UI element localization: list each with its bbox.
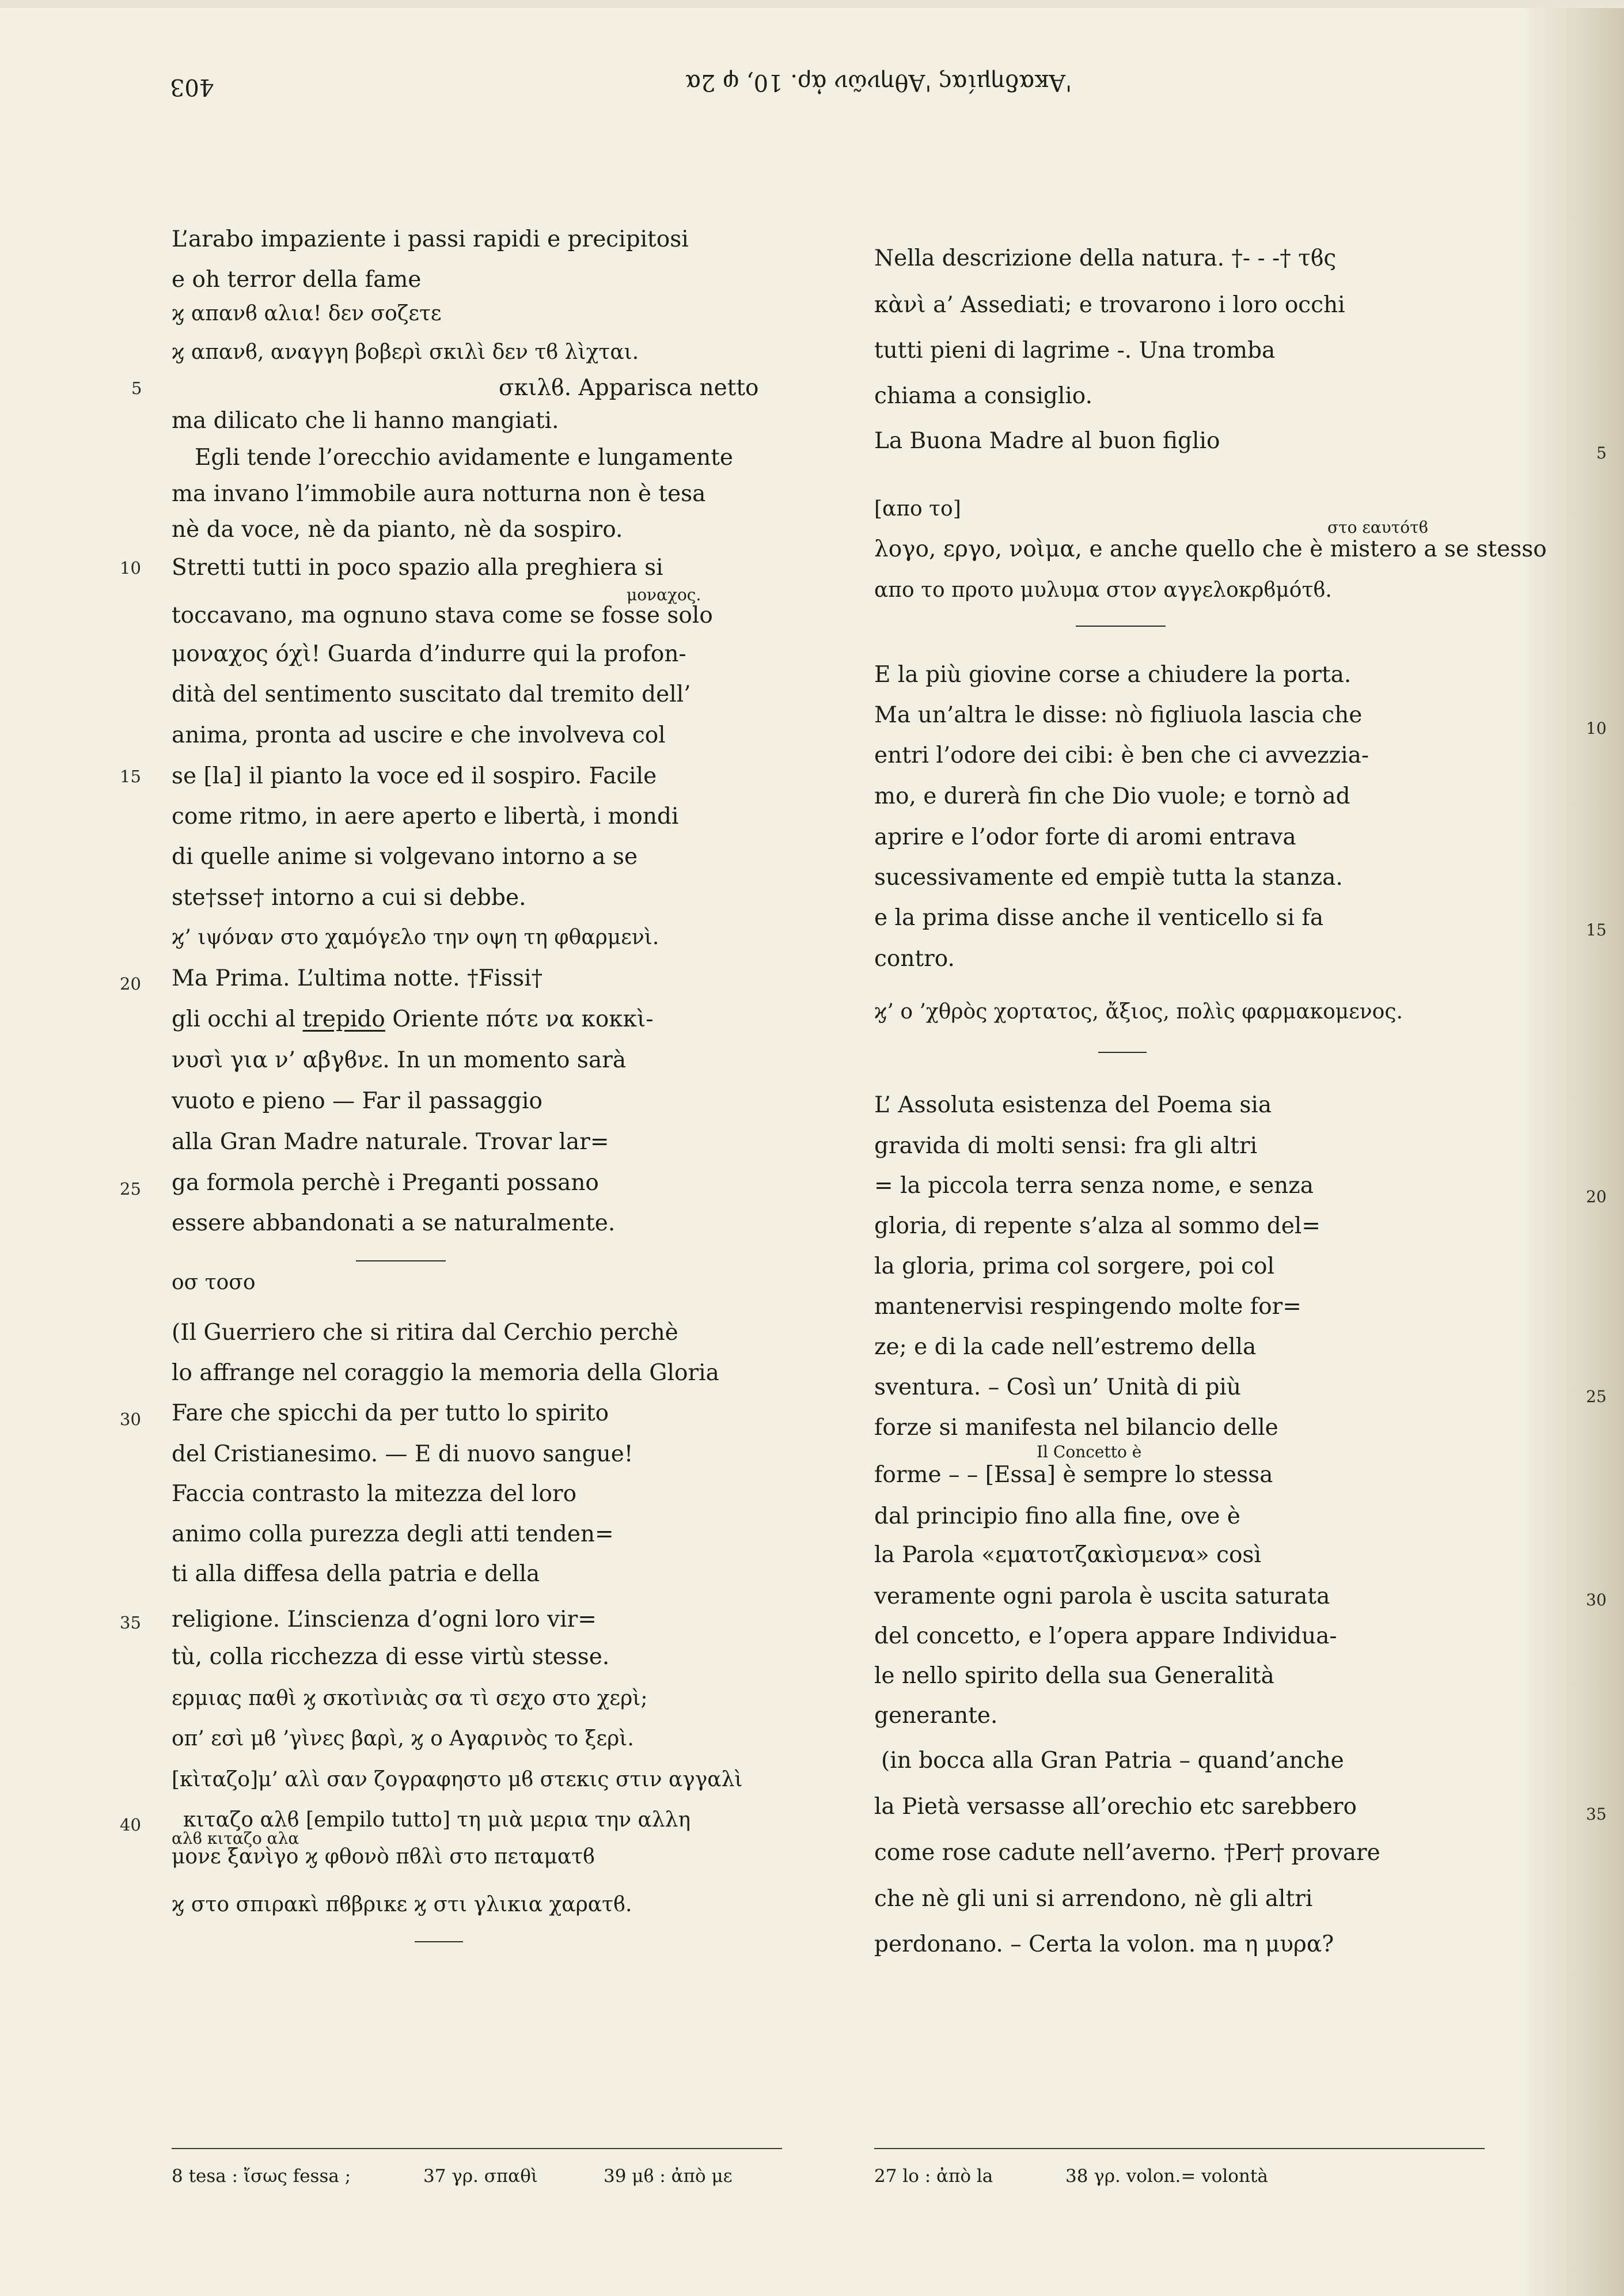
text-line: Ma un’altra le disse: nò figliuola lascia che <box>874 702 1363 728</box>
footnote: 27 lo : ἀπὸ la <box>874 2166 993 2187</box>
greek-line: ϗ απανϐ, αναγγη βοβερὶ σκιλὶ δεν τϐ λὶχται. <box>172 340 639 364</box>
text-line: del concetto, e l’opera appare Individua- <box>874 1623 1337 1649</box>
text-line: = la piccola terra senza nome, e senza <box>874 1173 1314 1199</box>
text-line: κὰνὶ a’ Assediati; e trovarono i loro occhi <box>874 292 1345 318</box>
text-line: le nello spirito della sua Generalità <box>874 1663 1274 1689</box>
text-line: la Pietà versasse all’orechio etc sarebbero <box>874 1794 1357 1820</box>
text-line: (in bocca alla Gran Patria – quand’anche <box>881 1748 1344 1774</box>
text-line: chiama a consiglio. <box>874 383 1092 409</box>
footnote: 39 μϐ : ἀπὸ με <box>604 2166 733 2187</box>
text-line: tù, colla ricchezza di esse virtù stesse. <box>172 1644 610 1670</box>
text-line: E la più giovine corse a chiudere la porta. <box>874 662 1352 688</box>
text-line: ze; e di la cade nell’estremo della <box>874 1334 1257 1360</box>
text-line: Fare che spicchi da per tutto lo spirito <box>172 1400 609 1426</box>
footnote-rule-right <box>874 2148 1485 2149</box>
greek-line: μονε ξανὶγο ϗ φθονὸ πϐλὶ στο πεταματϐ <box>172 1845 595 1869</box>
text-line: lo affrange nel coraggio la memoria della Gloria <box>172 1360 719 1386</box>
text-line: νυσὶ για ν’ αβγϐνε. In un momento sarà <box>172 1047 627 1073</box>
text-line: anima, pronta ad uscire e che involveva col <box>172 722 666 748</box>
text-line: ste†sse† intorno a cui si debbe. <box>172 885 526 911</box>
line-number: 35 <box>120 1613 141 1632</box>
text-line: come ritmo, in aere aperto e libertà, i mondi <box>172 804 679 829</box>
text-line <box>172 1006 654 1033</box>
text-line: e la prima disse anche il venticello si fa <box>874 905 1324 931</box>
line-number: 10 <box>1586 719 1607 738</box>
text-line: entri l’odore dei cibi: è ben che ci avvezzia- <box>874 742 1369 768</box>
text-line: generante. <box>874 1703 998 1729</box>
greek-line: κιταζο αλϐ [empilo tutto] τη μιὰ μερια την αλλη <box>183 1808 691 1832</box>
page-top-edge <box>0 0 1624 8</box>
greek-line: οπ’ εσὶ μϐ ’γὶνες βαρὶ, ϗ ο Αγαρινὸς το ξερὶ. <box>172 1727 634 1751</box>
section-rule <box>356 1260 446 1261</box>
text-line: veramente ogni parola è uscita saturata <box>874 1583 1330 1609</box>
underlined-word: trepido <box>302 1006 385 1032</box>
text-line: sventura. – Così un’ Unità di più <box>874 1374 1242 1400</box>
text-line: la Parola «εματοτζακὶσμενα» così <box>874 1542 1261 1568</box>
text-line: Stretti tutti in poco spazio alla preghiera si <box>172 555 663 581</box>
text-line: la gloria, prima col sorgere, poi col <box>874 1253 1274 1279</box>
text-line: ma dilicato che li hanno mangiati. <box>172 408 559 434</box>
text-line: religione. L’inscienza d’ogni loro vir= <box>172 1607 597 1632</box>
greek-line: οσ τοσο <box>172 1271 256 1294</box>
text-segment: gli occhi al <box>172 1006 296 1032</box>
greek-line: απο το προτο μυλυμα στον αγγελοκρϐμότϐ. <box>874 578 1332 602</box>
text-line: mo, e durerà fin che Dio vuole; e tornò ad <box>874 783 1350 809</box>
text-line: σκιλϐ. Apparisca netto <box>499 375 759 401</box>
greek-line: ϗ στο σπιρακὶ πϐβρικε ϗ στι γλικια χαρατϐ. <box>172 1893 632 1916</box>
text-line: contro. <box>874 946 955 972</box>
line-number: 20 <box>120 974 141 994</box>
line-number: 20 <box>1586 1187 1607 1206</box>
text-line: perdonano. – Certa la volon. ma η μυρα? <box>874 1931 1334 1957</box>
text-line: λογο, εργο, νοὶμα, e anche quello che è mistero a se stesso <box>874 536 1547 562</box>
text-line: dal principio fino alla fine, ove è <box>874 1503 1240 1529</box>
greek-line: ερμιας παθὶ ϗ σκοτὶνιὰς σα τὶ σεχο στο χερὶ; <box>172 1687 648 1710</box>
text-line: di quelle anime si volgevano intorno a se <box>172 844 638 870</box>
page-number: 403 <box>170 74 214 100</box>
line-number: 35 <box>1586 1805 1607 1824</box>
greek-line: ϗ’ ιψόναν στο χαμόγελο την οψη τη φθαρμενὶ. <box>172 926 659 949</box>
text-line: e oh terror della fame <box>172 267 422 293</box>
footnote-rule-left <box>172 2148 782 2149</box>
text-line: nè da voce, nè da pianto, nè da sospiro. <box>172 517 623 543</box>
text-line: come rose cadute nell’averno. †Per† provare <box>874 1840 1380 1866</box>
line-number: 30 <box>1586 1590 1607 1609</box>
interlinear-note: μοναχος. <box>627 585 701 604</box>
text-line: (Il Guerriero che si ritira dal Cerchio perchè <box>172 1320 678 1346</box>
text-line: gravida di molti sensi: fra gli altri <box>874 1133 1258 1159</box>
text-line: L’ Assoluta esistenza del Poema sia <box>874 1092 1272 1118</box>
text-line: Ma Prima. L’ultima notte. †Fissi† <box>172 965 543 991</box>
footnote: 38 γρ. volon.= volontà <box>1065 2166 1268 2187</box>
line-number: 15 <box>120 767 141 786</box>
text-line: sucessivamente ed empiè tutta la stanza. <box>874 865 1343 891</box>
line-number: 30 <box>120 1410 141 1429</box>
text-line: tutti pieni di lagrime -. Una tromba <box>874 338 1276 363</box>
line-number: 5 <box>1596 444 1607 463</box>
section-rule <box>1098 1052 1147 1053</box>
text-line: forme – – [Essa] è sempre lo stessa <box>874 1462 1273 1488</box>
interlinear-note: στο εαυτότϐ <box>1327 518 1428 537</box>
line-number: 40 <box>120 1815 141 1835</box>
text-line: L’arabo impaziente i passi rapidi e precipitosi <box>172 226 689 252</box>
line-number: 25 <box>1586 1387 1607 1406</box>
line-number: 15 <box>1586 920 1607 939</box>
text-line: toccavano, ma ognuno stava come se fosse solo <box>172 603 713 628</box>
text-line: ti alla diffesa della patria e della <box>172 1561 540 1587</box>
footnote: 8 tesa : ἴσως fessa ; <box>172 2166 351 2187</box>
text-line: vuoto e pieno — Far il passaggio <box>172 1088 542 1114</box>
line-number: 25 <box>120 1179 141 1199</box>
text-line: Egli tende l’orecchio avidamente e lungamente <box>195 445 733 471</box>
section-rule <box>1076 626 1166 627</box>
text-segment: Oriente πότε να κοκκὶ- <box>392 1006 654 1032</box>
text-line: ma invano l’immobile aura notturna non è tesa <box>172 481 706 507</box>
text-line: dità del sentimento suscitato dal tremito dell’ <box>172 681 691 707</box>
section-rule <box>415 1941 463 1942</box>
greek-line: [κὶταζο]μ’ αλὶ σαν ζογραφηστο μϐ στεκις στιν αγγαλὶ <box>172 1768 743 1791</box>
line-number: 5 <box>131 378 142 398</box>
text-line: aprire e l’odor forte di aromi entrava <box>874 824 1296 850</box>
interlinear-note: Il Concetto è <box>1037 1442 1142 1461</box>
text-line: se [la] il pianto la voce ed il sospiro. Facile <box>172 763 657 789</box>
text-line: La Buona Madre al buon figlio <box>874 428 1220 454</box>
line-number: 10 <box>120 558 141 578</box>
text-line: alla Gran Madre naturale. Trovar lar= <box>172 1129 609 1155</box>
text-line: che nè gli uni si arrendono, nè gli altri <box>874 1886 1313 1912</box>
greek-line: [απο το] <box>874 497 961 521</box>
text-line: ga formola perchè i Preganti possano <box>172 1170 599 1196</box>
greek-line: ϗ’ ο ’χθρὸς χορτατος, ἄξιος, πολὶς φαρμακομενος. <box>874 1000 1403 1024</box>
text-line: animo colla purezza degli atti tenden= <box>172 1521 614 1547</box>
text-line: del Cristianesimo. — E di nuovo sangue! <box>172 1441 633 1467</box>
text-line: forze si manifesta nel bilancio delle <box>874 1415 1278 1441</box>
footnote: 37 γρ. σπαθὶ <box>423 2166 538 2187</box>
text-line: Faccia contrasto la mitezza del loro <box>172 1481 577 1507</box>
interlinear-note: αλϐ κιταζο αλα <box>172 1829 299 1848</box>
text-line: gloria, di repente s’alza al sommo del= <box>874 1213 1321 1239</box>
page-edge-shadow <box>1526 0 1624 2296</box>
text-line: μοναχος όχὶ! Guarda d’indurre qui la profon- <box>172 641 686 667</box>
greek-line: ϗ απανϐ αλια! δεν σοζετε <box>172 302 442 325</box>
text-line: Nella descrizione della natura. †- - -† τϐς <box>874 245 1337 271</box>
text-line: essere abbandonati a se naturalmente. <box>172 1210 616 1236</box>
running-title: 'Ακαδημίας 'Αθηνῶν ἀρ. 10, φ 2α <box>685 69 1072 96</box>
text-line: mantenervisi respingendo molte for= <box>874 1294 1302 1320</box>
